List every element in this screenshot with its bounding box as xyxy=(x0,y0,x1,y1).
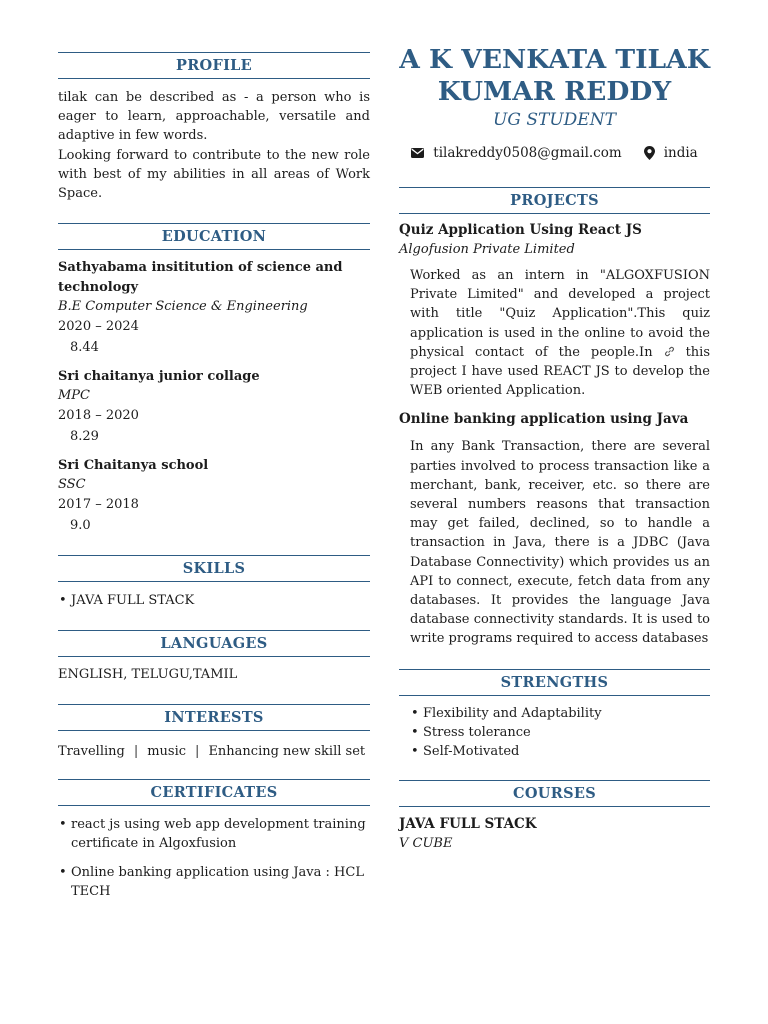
map-pin-icon xyxy=(644,146,655,160)
project-title: Online banking application using Java xyxy=(399,411,689,428)
skills-list xyxy=(58,591,370,610)
courses-heading: COURSES xyxy=(399,780,710,807)
interest-item: music xyxy=(147,744,187,760)
resume-header xyxy=(399,44,710,161)
left-column xyxy=(58,52,370,901)
project-description: In any Bank Transaction, there are several parties involved to process transaction like a merchant, bank, receiver, etc. so there are several numbers reasons that transaction may get failed, declined, so to handle a transaction in Java, there is a JDBC (Java Database Connectivity) which provides us an API to connect, execute, fetch data from any databases. It provides the language Java database connectivity standards. It is used to write programs required to access databases xyxy=(410,439,710,647)
contact-location xyxy=(644,145,698,161)
education-item xyxy=(58,258,370,358)
candidate-title: UG STUDENT xyxy=(493,110,616,130)
location-text: india xyxy=(663,145,698,161)
education-degree: SSC xyxy=(58,477,86,493)
interests-section xyxy=(58,704,370,759)
project-description-part1: Worked as an intern in "ALGOXFUSION Private Limited" and developed a project with title "Quiz Application".This quiz application is used in the online to avoid the physical contact of the people.In xyxy=(410,268,710,360)
languages-section xyxy=(58,630,370,684)
education-school: Sathyabama insititution of science and technology xyxy=(58,260,343,295)
project-item xyxy=(399,221,710,400)
email-text: tilakreddy0508@gmail.com xyxy=(433,145,622,161)
strengths-section xyxy=(399,669,710,762)
education-item xyxy=(58,456,370,536)
interest-separator: | xyxy=(133,744,139,760)
certificates-heading: CERTIFICATES xyxy=(58,779,370,806)
education-section xyxy=(58,223,370,536)
education-school: Sri Chaitanya school xyxy=(58,457,209,473)
interests-list xyxy=(58,744,370,759)
interest-item: Travelling xyxy=(58,744,125,760)
education-school: Sri chaitanya junior collage xyxy=(58,368,260,384)
candidate-name-line1: A K VENKATA TILAK xyxy=(399,44,710,75)
courses-section xyxy=(399,780,710,853)
strengths-heading: STRENGTHS xyxy=(399,669,710,696)
contact-email[interactable] xyxy=(411,145,621,161)
education-score: 8.29 xyxy=(70,429,99,445)
skill-item: • JAVA FULL STACK xyxy=(58,591,370,610)
contact-info xyxy=(399,145,710,161)
profile-text-1: tilak can be described as - a person who is eager to learn, approachable, versatile and adaptive in few words. xyxy=(58,90,370,144)
profile-heading: PROFILE xyxy=(58,52,370,79)
education-degree: MPC xyxy=(58,388,91,404)
certificates-section xyxy=(58,779,370,901)
certificate-item: • react js using web app development training certificate in Algoxfusion xyxy=(58,815,370,853)
profile-text-2: Looking forward to contribute to the new role with best of my abilities in all areas of Work Space. xyxy=(58,147,370,202)
strength-item: • Self-Motivated xyxy=(410,742,710,761)
skills-heading: SKILLS xyxy=(58,555,370,582)
certificate-item: • Online banking application using Java : HCL TECH xyxy=(58,863,370,901)
candidate-name-line2: KUMAR REDDY xyxy=(437,76,672,107)
strengths-list xyxy=(399,704,710,762)
course-title: JAVA FULL STACK xyxy=(399,816,537,833)
course-provider: V CUBE xyxy=(399,836,453,852)
project-description-part2: this project I have used REACT JS to develop the WEB oriented Application. xyxy=(410,344,710,399)
interest-item: Enhancing new skill set xyxy=(208,744,366,760)
projects-section xyxy=(399,187,710,649)
languages-text: ENGLISH, TELUGU,TAMIL xyxy=(58,666,238,682)
certificates-list xyxy=(58,815,370,901)
project-description xyxy=(399,266,710,400)
projects-heading: PROJECTS xyxy=(399,187,710,214)
strength-item: • Stress tolerance xyxy=(410,723,710,742)
project-title: Quiz Application Using React JS xyxy=(399,222,642,238)
education-heading: EDUCATION xyxy=(58,223,370,250)
education-score: 8.44 xyxy=(70,340,99,356)
languages-heading: LANGUAGES xyxy=(58,630,370,657)
course-item xyxy=(399,815,710,853)
education-item xyxy=(58,367,370,447)
education-years: 2018 – 2020 xyxy=(58,407,139,423)
profile-section xyxy=(58,52,370,203)
right-column xyxy=(399,44,710,853)
education-score: 9.0 xyxy=(70,518,91,534)
project-organization: Algofusion Private Limited xyxy=(399,242,575,257)
education-degree: B.E Computer Science & Engineering xyxy=(58,299,308,315)
strength-item: • Flexibility and Adaptability xyxy=(410,704,710,723)
education-years: 2017 – 2018 xyxy=(58,496,139,512)
envelope-icon xyxy=(411,148,424,158)
skills-section xyxy=(58,555,370,610)
interest-separator: | xyxy=(195,744,200,760)
link-icon[interactable] xyxy=(664,345,675,360)
candidate-name xyxy=(399,44,710,108)
project-item xyxy=(399,410,710,648)
interests-heading: INTERESTS xyxy=(58,704,370,731)
education-years: 2020 – 2024 xyxy=(58,318,139,334)
